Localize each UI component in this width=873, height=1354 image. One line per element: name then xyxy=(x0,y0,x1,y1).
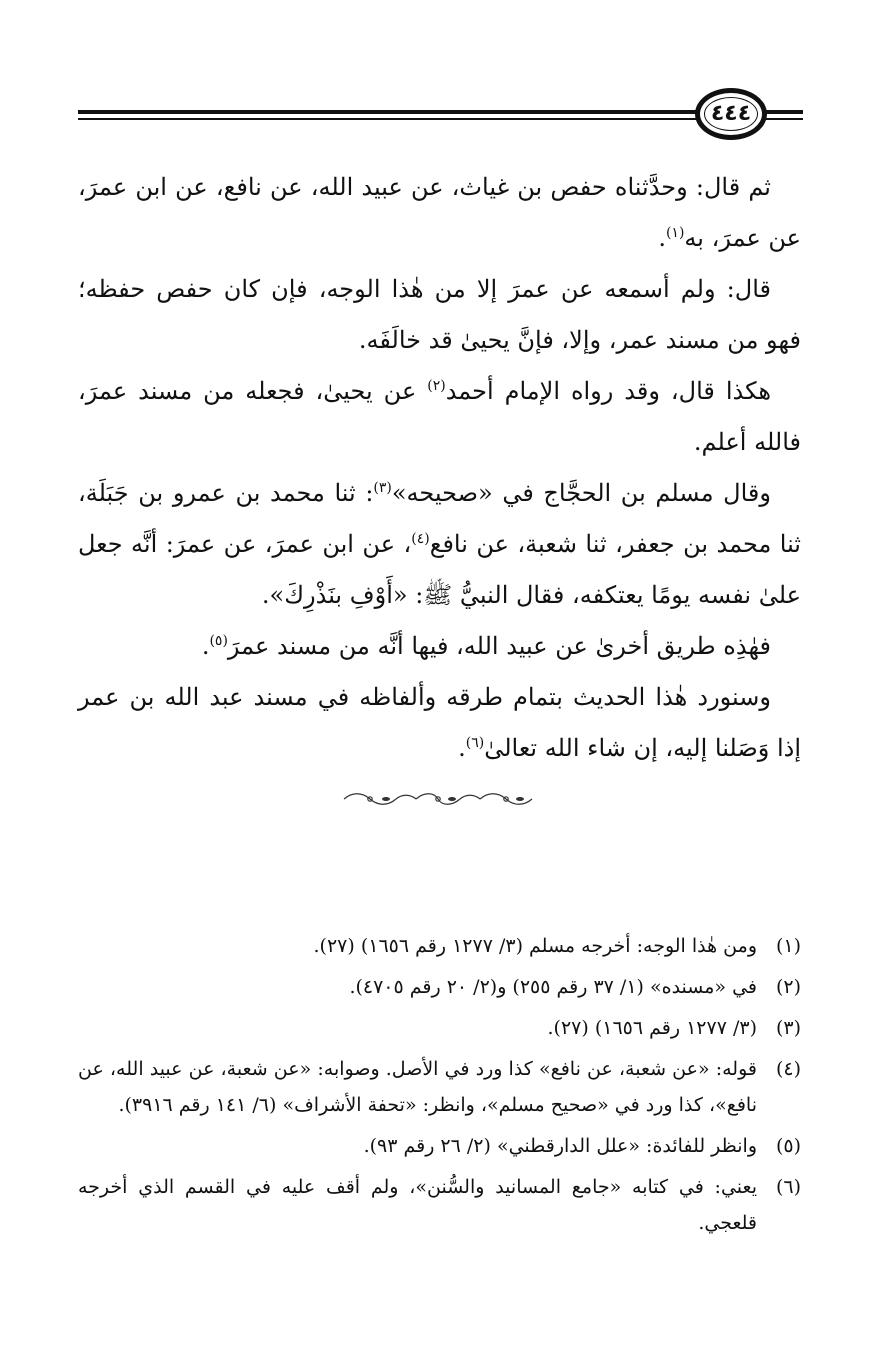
paragraph-4-text-a: وقال مسلم بن الحجَّاج في «صحيحه» xyxy=(391,479,771,507)
paragraph-4 xyxy=(78,468,801,621)
footnote-ref-4: (٤) xyxy=(411,531,430,547)
paragraph-2: قال: ولم أسمعه عن عمرَ إلا من هٰذا الوجه، فإن كان حفص حفظه؛ فهو من مسند عمر، وإلا، فإنَّ يحيىٰ قد خالَفَه. xyxy=(78,275,801,354)
page-number-badge xyxy=(695,88,767,140)
footnote-ref-3: (٣) xyxy=(373,480,392,496)
footnote-item xyxy=(78,1128,801,1164)
footnote-item xyxy=(78,1051,801,1123)
footnote-text: ومن هٰذا الوجه: أخرجه مسلم (٣/ ١٢٧٧ رقم ١٦٥٦) (٢٧). xyxy=(313,935,757,957)
paragraph-5-end: . xyxy=(201,632,210,660)
footnotes xyxy=(78,928,801,1246)
footnote-number: (١) xyxy=(775,935,801,957)
footnote-number: (٤) xyxy=(775,1058,801,1080)
footnote-number: (٣) xyxy=(775,1017,801,1039)
header-rule-thick xyxy=(78,110,696,114)
paragraph-1-text: ثم قال: وحدَّثناه حفص بن غياث، عن عبيد الله، عن نافع، عن ابن عمرَ، عن عمرَ، به xyxy=(78,173,801,252)
paragraph-5-text: فهٰذِه طريق أخرىٰ عن عبيد الله، فيها أنَّه من مسند عمرَ xyxy=(227,632,771,660)
footnote-ref-6: (٦) xyxy=(465,735,485,751)
footnote-item xyxy=(78,969,801,1005)
header-rule-right-thin xyxy=(766,118,803,120)
paragraph-6 xyxy=(78,672,801,774)
paragraph-1 xyxy=(78,162,801,264)
footnote-text: وانظر للفائدة: «علل الدارقطني» (٢/ ٢٦ رقم ٩٣). xyxy=(363,1135,757,1157)
paragraph-4-text-b: : ثنا محمد بن عمرو بن جَبَلَة، ثنا محمد بن جعفر، ثنا شعبة، عن نافع xyxy=(78,479,801,558)
footnote-number: (٢) xyxy=(775,976,801,998)
footnote-ref-2: (٢) xyxy=(427,378,446,394)
page-header xyxy=(78,88,803,148)
paragraph-3-text: هكذا قال، وقد رواه الإمام أحمد xyxy=(445,377,772,405)
header-rule-right-thick xyxy=(766,110,803,114)
paragraph-3-end: عن يحيىٰ، فجعله من مسند عمرَ، فالله أعلم. xyxy=(78,377,801,456)
header-rule-thin xyxy=(78,118,696,120)
paragraph-1-end: . xyxy=(658,224,666,252)
footnote-ref-5: (٥) xyxy=(209,633,228,649)
footnote-ref-1: (١) xyxy=(665,225,685,241)
main-text xyxy=(78,162,801,774)
footnote-item xyxy=(78,928,801,964)
footnote-item xyxy=(78,1010,801,1046)
footnote-text: (٣/ ١٢٧٧ رقم ١٦٥٦) (٢٧). xyxy=(547,1017,757,1039)
footnote-number: (٥) xyxy=(775,1135,801,1157)
paragraph-5 xyxy=(78,621,801,672)
paragraph-3 xyxy=(78,366,801,468)
page-number: ٤٤٤ xyxy=(710,101,752,126)
paragraph-4-text-c: ، عن ابن عمرَ، عن عمرَ: أنَّه جعل علىٰ نفسه يومًا يعتكفه، فقال النبيُّ ﷺ: «أَوْفِ بنَذْرِكَ». xyxy=(78,530,801,609)
footnote-text: يعني: في كتابه «جامع المسانيد والسُّنن»، ولم أقف عليه في القسم الذي أخرجه قلعجي. xyxy=(78,1176,757,1234)
paragraph-6-end: . xyxy=(458,734,466,762)
paragraph-6-text: وسنورد هٰذا الحديث بتمام طرقه وألفاظه في مسند عبد الله بن عمر إذا وَصَلنا إليه، إن شاء الله تعالىٰ xyxy=(78,683,801,762)
footnote-text: قوله: «عن شعبة، عن نافع» كذا ورد في الأصل. وصوابه: «عن شعبة، عن عبيد الله، عن نافع»، كذا ورد في «صحيح مسلم»، وانظر: «تحفة الأشراف» (٦/ ١٤١ رقم ٣٩١٦). xyxy=(78,1058,757,1116)
footnote-item xyxy=(78,1169,801,1241)
footnote-text: في «مسنده» (١/ ٣٧ رقم ٢٥٥) و(٢/ ٢٠ رقم ٤٧٠٥). xyxy=(349,976,757,998)
ornament-divider-icon xyxy=(340,790,536,808)
footnote-number: (٦) xyxy=(775,1176,801,1198)
